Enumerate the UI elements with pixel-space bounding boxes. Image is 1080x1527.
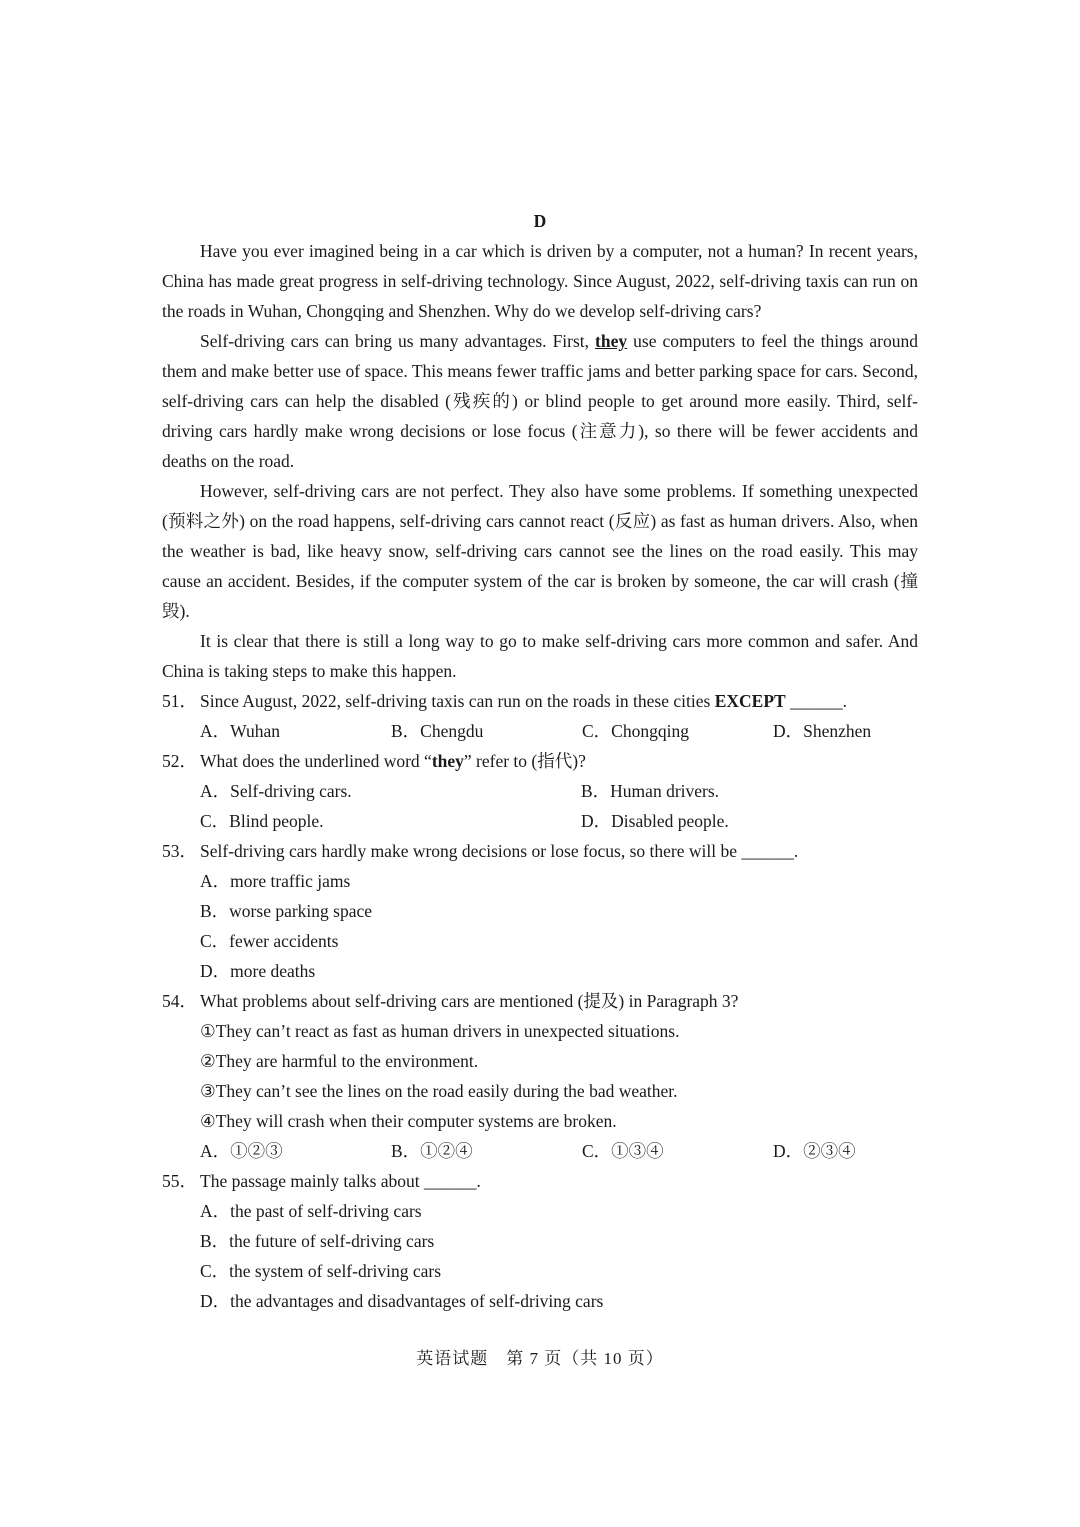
option-c[interactable]: C．the system of self-driving cars bbox=[200, 1261, 442, 1281]
page-footer: 英语试题 第 7 页（共 10 页） bbox=[416, 1349, 664, 1368]
option-b[interactable]: B．①②④ bbox=[391, 1141, 473, 1161]
option-a[interactable]: A．the past of self-driving cars bbox=[200, 1201, 422, 1221]
question-stem-end: ” refer to (指代)? bbox=[463, 751, 586, 771]
option-a[interactable]: A．Wuhan bbox=[200, 721, 280, 741]
passage-paragraph-2 bbox=[162, 326, 918, 476]
question-number: 51． bbox=[162, 691, 197, 711]
question-stem: What problems about self-driving cars are mentioned (提及) in Paragraph 3? bbox=[200, 991, 739, 1011]
question-stem: Self-driving cars hardly make wrong decisions or lose focus, so there will be ______. bbox=[200, 841, 799, 861]
question-stem: What does the underlined word “ bbox=[200, 751, 432, 771]
options-52-row-2 bbox=[162, 806, 918, 836]
option-d[interactable]: D．Shenzhen bbox=[773, 721, 872, 741]
option-d[interactable]: D．more deaths bbox=[200, 961, 316, 981]
question-stem-bold: they bbox=[431, 751, 464, 771]
option-c[interactable]: C．fewer accidents bbox=[200, 931, 339, 951]
option-a[interactable]: A．①②③ bbox=[200, 1141, 283, 1161]
exam-page bbox=[162, 206, 918, 1316]
question-stem: Since August, 2022, self-driving taxis can run on the roads in these cities bbox=[200, 691, 715, 711]
section-title: D bbox=[533, 211, 547, 231]
options-51 bbox=[162, 716, 918, 746]
option-d[interactable]: D．the advantages and disadvantages of self-driving cars bbox=[200, 1291, 604, 1311]
question-number: 55． bbox=[162, 1171, 197, 1191]
passage-paragraph-1: Have you ever imagined being in a car which is driven by a computer, not a human? In recent years, China has made great progress in self-driving technology. Since August, 2022, self-driving taxis can run on the roads in Wuhan, Chongqing and Shenzhen. Why do we develop self-driving cars? bbox=[162, 241, 918, 321]
question-54 bbox=[162, 986, 918, 1016]
option-d[interactable]: D．Disabled people. bbox=[581, 811, 729, 831]
option-c[interactable]: C．Chongqing bbox=[582, 721, 689, 741]
question-55 bbox=[162, 1166, 918, 1196]
statement-3: ③They can’t see the lines on the road easily during the bad weather. bbox=[200, 1081, 678, 1101]
question-number: 54． bbox=[162, 991, 197, 1011]
option-b[interactable]: B．the future of self-driving cars bbox=[200, 1231, 435, 1251]
option-b[interactable]: B．Chengdu bbox=[391, 721, 484, 741]
question-53 bbox=[162, 836, 918, 866]
statement-1: ①They can’t react as fast as human drivers in unexpected situations. bbox=[200, 1021, 680, 1041]
question-stem-bold: EXCEPT bbox=[714, 691, 786, 711]
passage-paragraph-3: However, self-driving cars are not perfect. They also have some problems. If something unexpected (预料之外) on the road happens, self-driving cars cannot react (反应) as fast as human drivers. Also, when the weather is bad, like heavy snow, self-driving cars cannot see the lines on the road easily. This may cause an accident. Besides, if the computer system of the car is broken by someone, the car will crash (撞毁). bbox=[162, 481, 918, 621]
option-c[interactable]: C．Blind people. bbox=[200, 811, 324, 831]
option-a[interactable]: A．more traffic jams bbox=[200, 871, 351, 891]
passage-paragraph-4: It is clear that there is still a long way to go to make self-driving cars more common and safer. And China is taking steps to make this happen. bbox=[162, 631, 918, 681]
option-b[interactable]: B．Human drivers. bbox=[581, 781, 720, 801]
paragraph-2-part-b: use computers to feel the things around them and make better use of space. This means fewer traffic jams and better parking space for cars. Second, self-driving cars can help the disabled (残疾的) or blind people to get around more easily. Third, self-driving cars hardly make wrong decisions or lose focus (注意力), so there will be fewer accidents and deaths on the road. bbox=[162, 331, 918, 471]
underlined-word: they bbox=[595, 331, 628, 351]
statement-4: ④They will crash when their computer systems are broken. bbox=[200, 1111, 617, 1131]
question-number: 52． bbox=[162, 751, 197, 771]
paragraph-2-part-a: Self-driving cars can bring us many advantages. First, bbox=[200, 331, 596, 351]
option-a[interactable]: A．Self-driving cars. bbox=[200, 781, 352, 801]
question-52 bbox=[162, 746, 918, 776]
options-54 bbox=[162, 1136, 918, 1166]
question-51 bbox=[162, 686, 918, 716]
option-d[interactable]: D．②③④ bbox=[773, 1141, 856, 1161]
statement-2: ②They are harmful to the environment. bbox=[200, 1051, 479, 1071]
question-stem-end: ______. bbox=[785, 691, 847, 711]
question-stem: The passage mainly talks about ______. bbox=[200, 1171, 481, 1191]
options-52-row-1 bbox=[162, 776, 918, 806]
question-number: 53． bbox=[162, 841, 197, 861]
option-c[interactable]: C．①③④ bbox=[582, 1141, 664, 1161]
option-b[interactable]: B．worse parking space bbox=[200, 901, 373, 921]
